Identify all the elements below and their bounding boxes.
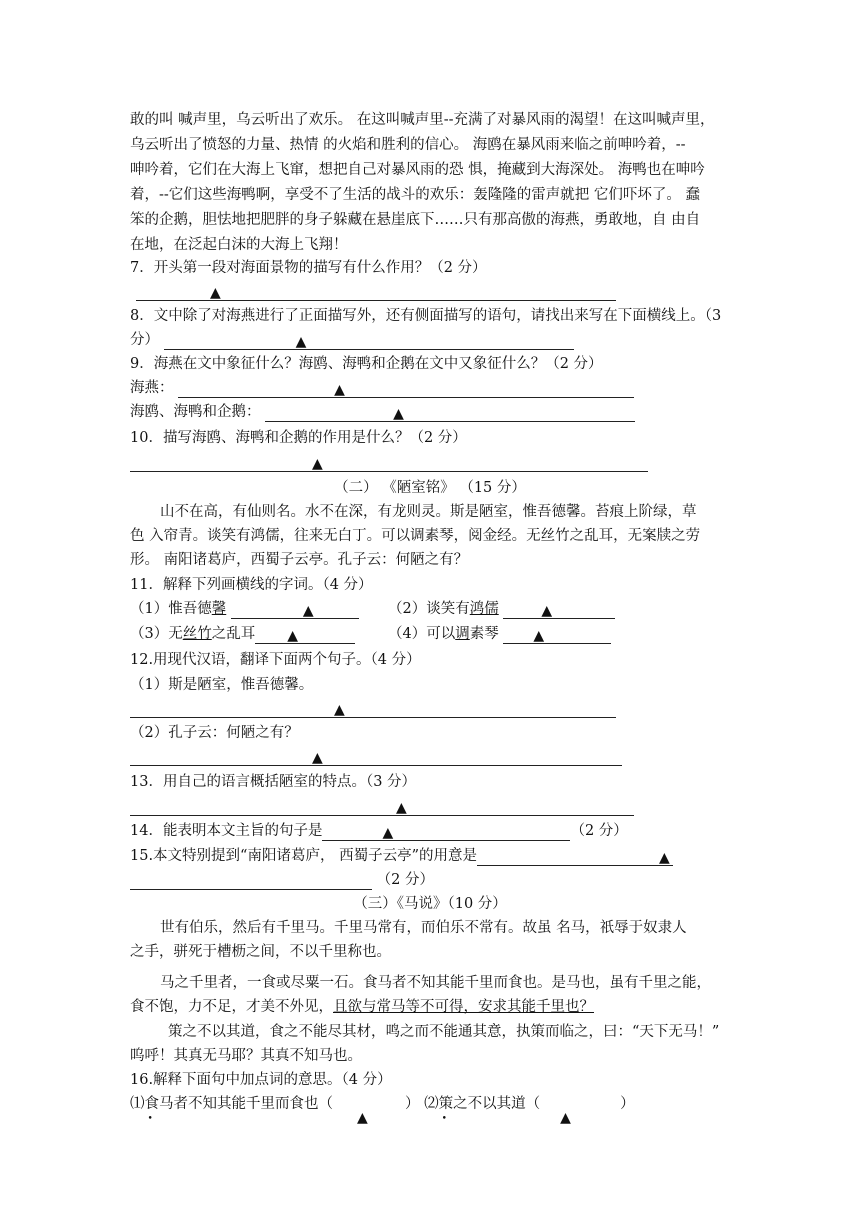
answer-marker: ▲	[312, 750, 323, 766]
passage-line: 策之不以其道，食之不能尽其材，鸣之而不能通其意，执策而临之，曰：“天下无马！”	[168, 1024, 720, 1040]
question-15: 15.本文特别提到“南阳诸葛庐， 西蜀子云亭”的用意是	[130, 848, 477, 864]
q16-close: ）	[620, 1096, 635, 1112]
q14-score: （2 分）	[570, 823, 628, 839]
answer-marker: ▲	[312, 456, 323, 472]
question-9: 9．海燕在文中象征什么？海鸥、海鸭和企鹅在文中又象征什么？（2 分）	[130, 356, 603, 372]
underlined-sentence: 且欲与常马等不可得，安求其能千里也？	[333, 999, 594, 1015]
q11-item-2: （2）谈笑有	[388, 601, 470, 617]
dotted-word: 食	[144, 1096, 159, 1112]
passage-line: 呜呼！其真无马耶？其真不知马也。	[130, 1048, 362, 1064]
q16-item-1: 马者不知其能千里而食也（	[159, 1096, 333, 1112]
q11-target-word: 馨	[211, 601, 227, 617]
question-11: 11．解释下列画横线的字词。（4 分）	[130, 577, 373, 593]
answer-marker: ▲	[210, 285, 221, 301]
question-8: 8．文中除了对海燕进行了正面描写外，还有侧面描写的语句，请找出来写在下面横线上。（3	[130, 308, 722, 324]
section-2-title: （二） 《陋室铭》 （15 分）	[334, 480, 526, 496]
passage-line: 呻吟着，它们在大海上飞窜，想把自己对暴风雨的恐 惧，掩藏到大海深处。 海鸭也在呻吟	[130, 162, 705, 178]
q11-item-4: （4）可以	[388, 626, 456, 642]
passage-line: 食不饱，力不足，才美不外见，	[130, 999, 333, 1015]
q16-item-1-num: ⑴	[130, 1096, 145, 1112]
answer-line-q11-2[interactable]	[503, 600, 615, 619]
q9-label-others: 海鸥、海鸭和企鹅：	[130, 404, 261, 420]
q11-item-3: （3）无	[130, 626, 183, 642]
answer-marker: ▲	[302, 603, 314, 619]
passage-line: 在地，在泛起白沫的大海上飞翔！	[130, 237, 348, 253]
answer-marker: ▲	[560, 1110, 571, 1126]
passage-line: 山不在高，有仙则名。水不在深，有龙则灵。斯是陋室，惟吾德馨。苔痕上阶绿，草	[160, 504, 697, 520]
answer-marker: ▲	[541, 603, 553, 619]
question-16: 16.解释下面句中加点词的意思。（4 分）	[130, 1072, 392, 1088]
q11-item-3-rest: 之乱耳	[211, 626, 256, 642]
dotted-word: 策	[438, 1096, 454, 1112]
passage-line: 敢的叫 喊声里，乌云听出了欢乐。 在这叫喊声里--充满了对暴风雨的渴望！在这叫喊声里，	[130, 112, 715, 128]
passage-line: 马之千里者，一食或尽粟一石。食马者不知其能千里而食也。是马也，虽有千里之能，	[160, 975, 711, 991]
question-13: 13．用自己的语言概括陋室的特点。（3 分）	[130, 774, 417, 790]
q11-item-4-rest: 素琴	[469, 626, 499, 642]
q9-label-haiyan: 海燕：	[130, 380, 174, 396]
q11-target-word: 丝竹	[182, 626, 212, 642]
answer-line-q11-3[interactable]	[255, 625, 355, 644]
question-12: 12.用现代汉语，翻译下面两个句子。（4 分）	[130, 652, 421, 668]
answer-line-q11-1[interactable]	[231, 600, 359, 619]
passage-line: 着，--它们这些海鸭啊，享受不了生活的战斗的欢乐：轰隆隆的雷声就把 它们吓坏了。 蠢	[130, 187, 701, 203]
answer-marker: ▲	[659, 850, 670, 866]
passage-line: 乌云听出了愤怒的力量、热情 的火焰和胜利的信心。 海鸥在暴风雨来临之前呻吟着，--	[130, 137, 686, 153]
answer-line-q15b[interactable]	[130, 871, 372, 890]
section-3-title: （三）《马说》（10 分）	[353, 896, 507, 912]
question-14: 14．能表明本文主旨的句子是	[130, 823, 323, 839]
passage-line: 世有伯乐，然后有千里马。千里马常有，而伯乐不常有。故虽 名马，祇辱于奴隶人	[160, 920, 687, 936]
q11-target-word: 调	[455, 626, 470, 642]
answer-line-q12-2[interactable]	[130, 747, 622, 766]
q16-close: ）	[405, 1096, 420, 1112]
answer-marker: ▲	[396, 800, 407, 816]
q11-item-1: （1）惟吾德	[130, 601, 212, 617]
q12-sentence-1: （1）斯是陋室，惟吾德馨。	[130, 677, 314, 693]
q16-item-2: 之不以其道（	[453, 1096, 541, 1112]
answer-line-q15a[interactable]	[477, 847, 673, 866]
answer-marker: ▲	[357, 1110, 368, 1126]
q16-item-2-num: ⑵	[424, 1096, 439, 1112]
question-7: 7．开头第一段对海面景物的描写有什么作用？（2 分）	[130, 260, 487, 276]
answer-line-q14[interactable]	[322, 822, 570, 841]
answer-marker: ▲	[533, 628, 545, 644]
answer-marker: ▲	[393, 406, 404, 422]
answer-marker: ▲	[287, 628, 299, 644]
answer-line-q12-1[interactable]	[130, 699, 616, 718]
answer-marker: ▲	[334, 382, 345, 398]
passage-line: 形。 南阳诸葛庐，西蜀子云亭。孔子云：何陋之有？	[130, 552, 469, 568]
answer-line-q9a[interactable]	[178, 379, 634, 398]
answer-line-q9b[interactable]	[265, 403, 635, 422]
q12-sentence-2: （2）孔子云：何陋之有？	[130, 725, 299, 741]
question-8-cont: 分）	[130, 332, 159, 348]
q11-target-word: 鸿儒	[469, 601, 499, 617]
answer-line-q10[interactable]	[130, 453, 648, 472]
question-10: 10．描写海鸥、海鸭和企鹅的作用是什么？（2 分）	[130, 430, 467, 446]
answer-line-q8[interactable]	[164, 331, 574, 350]
passage-line: 笨的企鹅，胆怯地把肥胖的身子躲藏在悬崖底下……只有那高傲的海燕，勇敢地，自 由自	[130, 212, 701, 228]
answer-line-q11-4[interactable]	[503, 625, 611, 644]
answer-marker: ▲	[295, 334, 307, 350]
answer-line-q13[interactable]	[130, 797, 634, 816]
answer-line-q7[interactable]	[136, 282, 616, 301]
answer-marker: ▲	[382, 825, 394, 841]
passage-line: 之手，骈死于槽枥之间，不以千里称也。	[130, 944, 391, 960]
passage-line: 色 入帘青。谈笑有鸿儒，往来无白丁。可以调素琴，阅金经。无丝竹之乱耳，无案牍之劳	[130, 528, 701, 544]
answer-marker: ▲	[334, 702, 345, 718]
q15-score: （2 分）	[376, 872, 434, 888]
